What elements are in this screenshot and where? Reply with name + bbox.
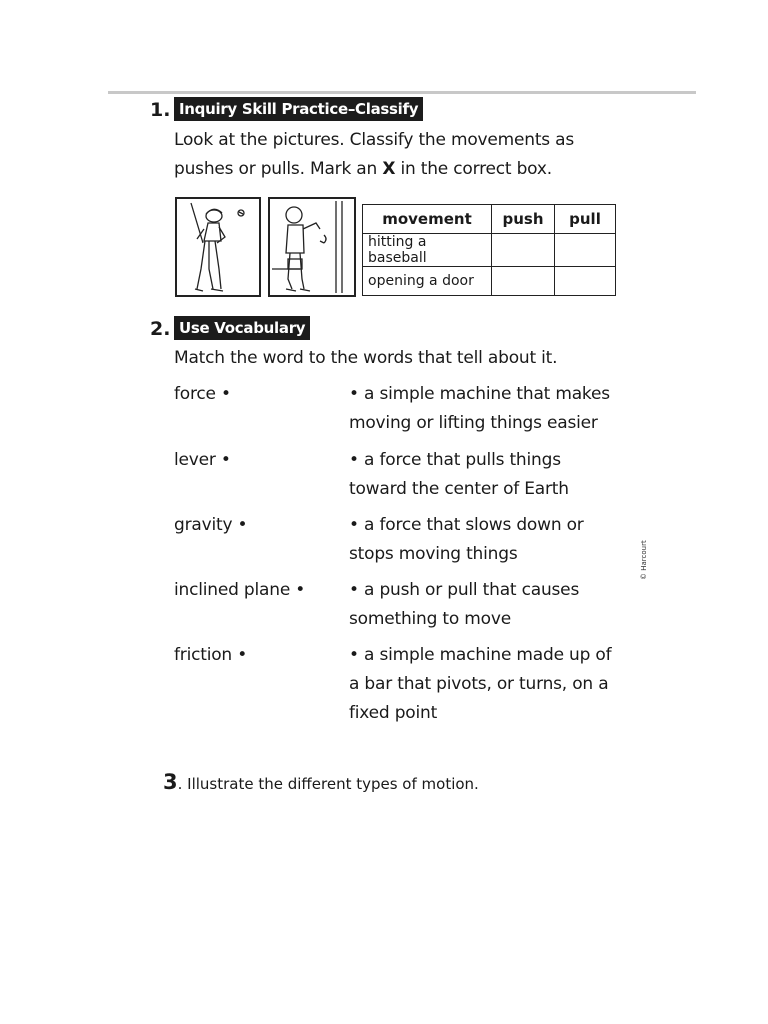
- question-2-number: 2.: [150, 318, 171, 340]
- match-word-friction[interactable]: friction •: [174, 645, 248, 665]
- header-push: push: [492, 205, 555, 234]
- x-mark-text: X: [382, 159, 396, 179]
- question-1-instruction-line-1: Look at the pictures. Classify the movements as: [174, 130, 575, 150]
- question-1-instruction-line-2: [174, 155, 552, 184]
- door-opening-picture: [268, 197, 356, 297]
- instruction-text-end: in the correct box.: [395, 159, 552, 179]
- push-checkbox-cell[interactable]: [492, 234, 555, 267]
- question-1-number: 1.: [150, 99, 171, 121]
- question-3-number: 3: [163, 770, 178, 794]
- match-definition-5[interactable]: • a simple machine made up of a bar that pivots, or turns, on a fixed point: [349, 645, 612, 723]
- movement-table-header-row: [363, 205, 616, 234]
- match-definition-4[interactable]: • a push or pull that causes something to move: [349, 580, 580, 629]
- match-word-force[interactable]: force •: [174, 384, 231, 404]
- top-rule: [108, 91, 696, 94]
- baseball-batter-drawing: [177, 199, 259, 295]
- match-definition-1[interactable]: • a simple machine that makes moving or lifting things easier: [349, 384, 610, 433]
- baseball-batter-picture: [175, 197, 261, 297]
- pull-checkbox-cell[interactable]: [555, 234, 616, 267]
- movement-table: [362, 204, 616, 296]
- header-movement: movement: [363, 205, 492, 234]
- pull-checkbox-cell[interactable]: [555, 267, 616, 296]
- push-checkbox-cell[interactable]: [492, 267, 555, 296]
- match-word-inclined-plane[interactable]: inclined plane •: [174, 580, 306, 600]
- movement-cell: hitting a baseball: [363, 234, 492, 267]
- copyright-notice: © Harcourt: [640, 540, 648, 580]
- match-definition-2[interactable]: • a force that pulls things toward the center of Earth: [349, 450, 569, 499]
- door-opening-drawing: [270, 199, 354, 295]
- question-3: [163, 770, 479, 794]
- question-2-instruction: Match the word to the words that tell about it.: [174, 348, 558, 368]
- match-definition-3[interactable]: • a force that slows down or stops moving things: [349, 515, 584, 564]
- question-3-text: . Illustrate the different types of motion.: [177, 775, 479, 793]
- instruction-text: pushes or pulls. Mark an: [174, 159, 383, 179]
- match-word-gravity[interactable]: gravity •: [174, 515, 248, 535]
- movement-cell: opening a door: [363, 267, 492, 296]
- match-word-lever[interactable]: lever •: [174, 450, 231, 470]
- header-pull: pull: [555, 205, 616, 234]
- table-row: [363, 267, 616, 296]
- question-2-tag: Use Vocabulary: [174, 316, 310, 340]
- question-1-tag: Inquiry Skill Practice–Classify: [174, 97, 423, 121]
- table-row: [363, 234, 616, 267]
